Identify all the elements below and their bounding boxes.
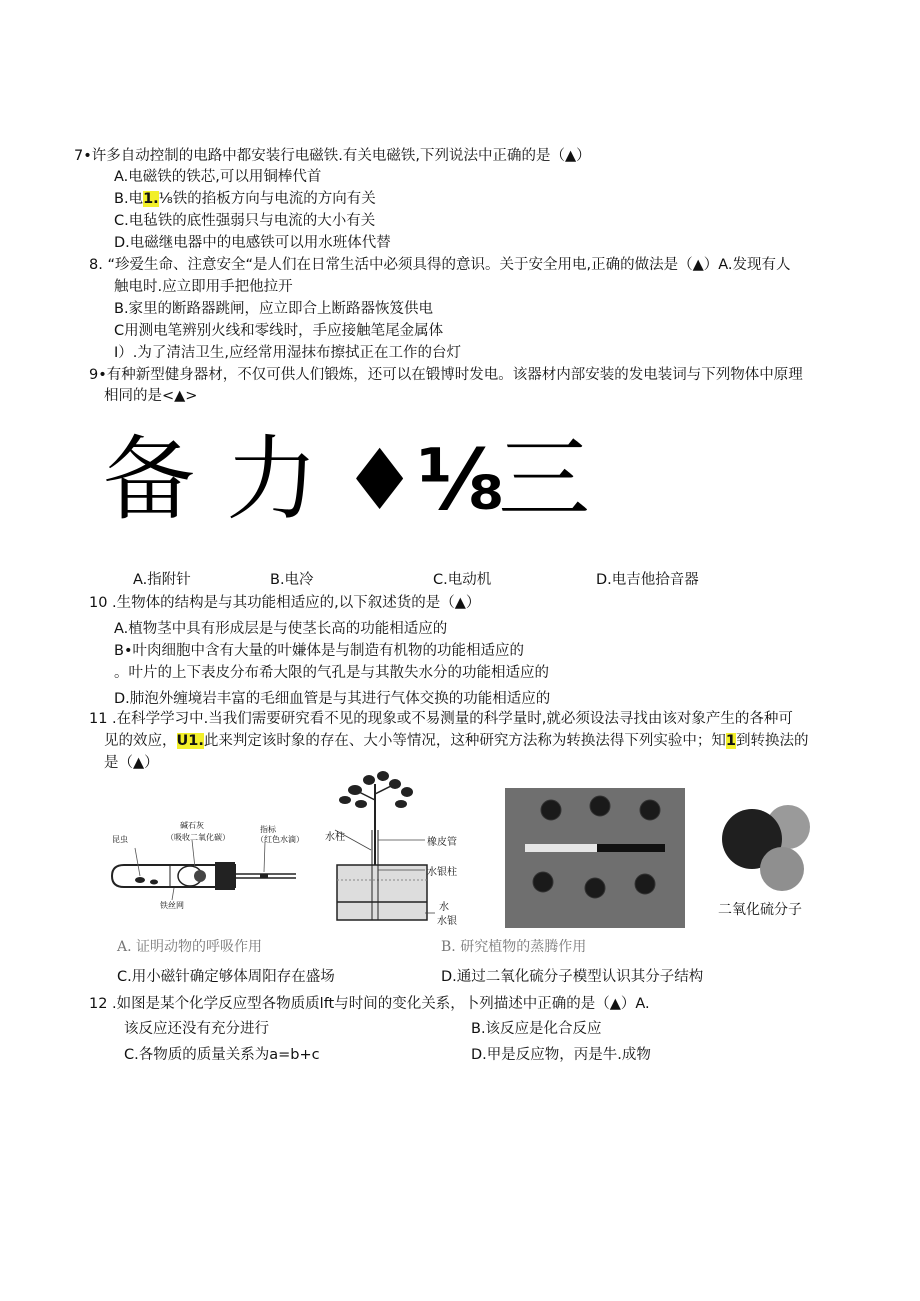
q8-option-c: C用测电笔辨别火线和零线时，手应接触笔尾金属体 [114,323,444,339]
q9-figure-a: 备 [103,426,196,533]
q11-stem-cont [104,731,808,751]
q11-stem: 11 .在科学学习中.当我们需要研究看不见的现象或不易测量的科学量时,就必须设法寻找由该对象产生的各种可 [89,711,793,727]
q10-option-b: B•叶肉细胞中含有大量的叶嫌体是与制造有机物的功能相适应的 [114,643,524,659]
q8-stem: 8. “珍爱生命、注意安全“是人们在日常生活中必须具得的意识。关于安全用电,正确的做法是（▲）A.发现有人 [89,257,791,273]
q7-option-b-post: ⅛铁的掐板方向与电流的方向有关 [158,191,376,207]
figure-compass-photo [505,788,685,928]
q10-stem: 10 .生物体的结构是与其功能相适应的,以下叙述货的是（▲） [89,595,481,611]
fig-a-label-indicator: 指标 [260,825,276,834]
figure-transpiration-apparatus [325,770,485,930]
q7-stem: 7•许多自动控制的电路中都安装行电磁铁.有关电磁铁,下列说法中正确的是（▲） [74,148,591,164]
fig-b-label-water-column: 水柱 [325,832,345,843]
q11-highlight-2: 1 [725,733,736,749]
q8-stem-cont: 触电时.应立即用手把他拉开 [114,279,293,295]
q9-stem-cont: 相同的是<▲> [104,388,198,404]
q10-option-c: 。叶片的上下表皮分布希大限的气孔是与其散失水分的功能相适应的 [114,665,549,681]
respiration-apparatus-drawing [110,810,310,920]
figure-so2-molecule [710,795,830,925]
q10-option-a: A.植物茎中具有形成层是与使茎长高的功能相适应的 [114,621,448,637]
fig-a-label-insect: 昆虫 [112,835,128,844]
fig-b-label-rubber-tube: 橡皮管 [427,837,457,848]
q10-option-d: D.肺泡外缠境岩丰富的毛细血管是与其进行气体交换的功能相适应的 [114,691,551,707]
q7-option-b-highlight: 1. [143,191,159,207]
fig-a-label-soda-lime: 碱石灰 [180,821,204,830]
q12-stem: 12 .如图是某个化学反应型各物质质lft与时间的变化关系，卜列描述中正确的是（▲）A. [89,996,650,1012]
q7-option-d: D.电磁继电器中的电感铁可以用水班体代替 [114,235,391,251]
q9-option-b: B.电冷 [270,572,314,588]
so2-molecule-drawing [710,795,830,895]
fig-b-label-mercury: 水银 [437,916,457,927]
fig-b-label-mercury-column: 水银柱 [427,867,457,878]
q11-stem-end: 是（▲） [104,755,159,771]
q9-figure-c: ♦⅛ [342,431,505,529]
q7-option-c: C.电毡铁的底性强弱只与电流的大小有关 [114,213,376,229]
fig-a-label-absorb-co2: （吸收二氧化碳） [166,833,230,842]
q9-option-c: C.电动机 [433,572,492,588]
q9-stem: 9•有种新型健身器材，不仅可供人们锻炼，还可以在锻博时发电。该器材内部安装的发电装词与下列物体中原理 [89,367,803,383]
q11-option-c: C.用小磁针确定够体周阳存在盛场 [117,969,335,985]
q12-option-d: D.甲是反应物，丙是牛.成物 [471,1047,651,1063]
fig-b-label-water: 水 [439,902,449,913]
q9-option-d: D.电吉他拾音器 [596,572,699,588]
q11-stem-cont-mid: 此来判定该时象的存在、大小等情况，这种研究方法称为转换法得下列实验中；知 [203,733,726,749]
q11-highlight-1: U1. [176,733,204,749]
q11-option-d: D.通过二氧化硫分子模型认识其分子结构 [441,969,704,985]
compass-photo-drawing [505,788,685,928]
fig-a-label-red-drop: （红色水滴） [256,835,304,844]
q12-option-b: B.该反应是化合反应 [471,1021,602,1037]
q12-option-a: 该反应还没有充分进行 [124,1021,269,1037]
fig-b-caption: B. 研究植物的蒸腾作用 [441,939,587,955]
q8-option-b: B.家里的断路器跳闸，应立即合上断路器恢笈供电 [114,301,434,317]
q8-option-d: I）.为了清洁卫生,应经常用湿抹布擦拭正在工作的台灯 [114,345,461,361]
figure-respiration-apparatus [110,810,310,920]
q7-option-b [114,189,376,209]
transpiration-apparatus-drawing [325,770,485,930]
fig-d-label: 二氧化硫分子 [718,902,802,918]
q11-stem-cont-pre: 见的效应， [104,733,177,749]
q9-figure-d: 三 [498,426,591,533]
q7-option-b-pre: B.电 [114,191,144,207]
q7-option-a: A.电磁铁的铁芯,可以用铜棒代首 [114,169,322,185]
q11-stem-cont-post: 到转换法的 [735,733,809,749]
q9-figure-b: 力 [226,426,319,533]
fig-a-label-wire-mesh: 铁丝网 [160,901,184,910]
fig-a-caption: A. 证明动物的呼吸作用 [117,939,263,955]
q12-option-c: C.各物质的质量关系为a=b+c [124,1047,320,1063]
q9-option-a: A.指附针 [133,572,191,588]
